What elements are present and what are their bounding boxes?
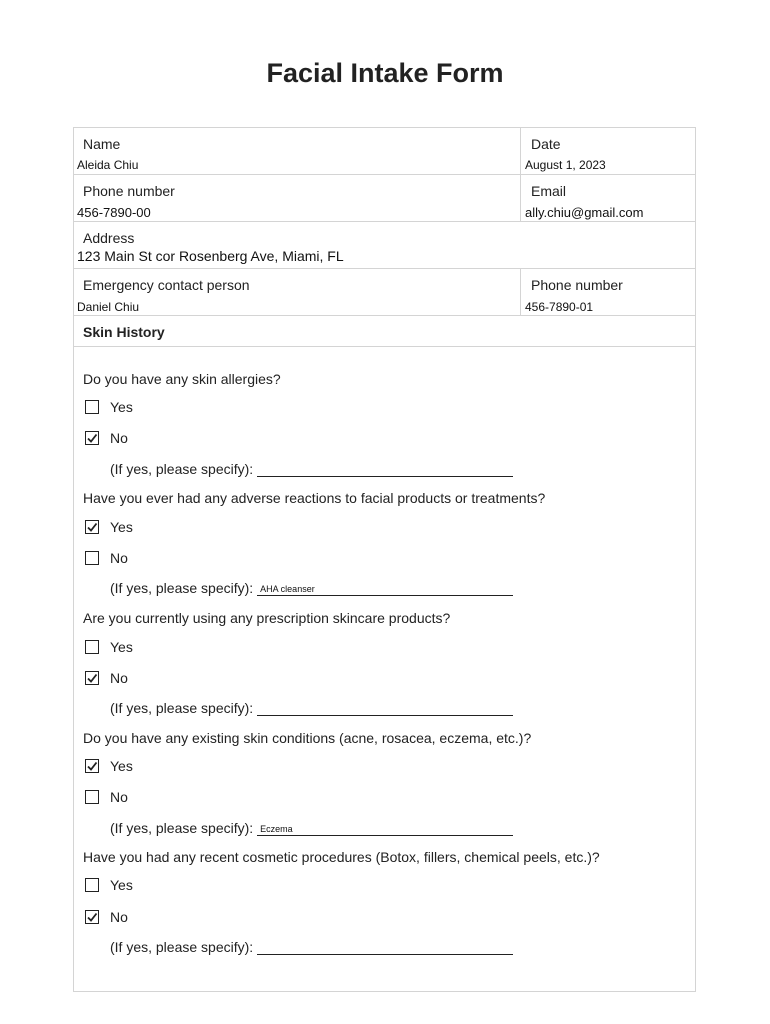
column-divider bbox=[520, 268, 521, 316]
specify-label: (If yes, please specify): bbox=[110, 461, 254, 477]
emergency-contact-field[interactable]: Daniel Chiu bbox=[77, 300, 140, 314]
option-no[interactable] bbox=[85, 669, 128, 687]
specify-input[interactable] bbox=[257, 462, 513, 477]
divider bbox=[73, 346, 696, 347]
option-label: Yes bbox=[110, 399, 133, 415]
question-text: Have you ever had any adverse reactions to facial products or treatments? bbox=[83, 490, 546, 506]
name-label: Name bbox=[83, 136, 121, 152]
option-yes[interactable] bbox=[85, 638, 133, 656]
option-no[interactable] bbox=[85, 908, 128, 926]
specify-row bbox=[110, 580, 513, 596]
question-text: Do you have any existing skin conditions (acne, rosacea, eczema, etc.)? bbox=[83, 730, 532, 746]
specify-row bbox=[110, 700, 513, 716]
option-label: No bbox=[110, 789, 128, 805]
option-yes[interactable] bbox=[85, 518, 133, 536]
checkmark-icon bbox=[86, 672, 98, 684]
name-field[interactable]: Aleida Chiu bbox=[77, 158, 139, 172]
form-title: Facial Intake Form bbox=[266, 58, 504, 88]
checkbox-q4-no[interactable] bbox=[85, 790, 99, 804]
email-label: Email bbox=[531, 183, 567, 199]
specify-label: (If yes, please specify): bbox=[110, 580, 254, 596]
checkbox-q2-no[interactable] bbox=[85, 551, 99, 565]
question-text: Have you had any recent cosmetic procedures (Botox, fillers, chemical peels, etc.)? bbox=[83, 849, 600, 865]
option-yes[interactable] bbox=[85, 398, 133, 416]
specify-input[interactable] bbox=[257, 940, 513, 955]
option-no[interactable] bbox=[85, 429, 128, 447]
specify-input[interactable] bbox=[257, 821, 513, 836]
specify-value: Eczema bbox=[260, 824, 293, 834]
checkbox-q1-no[interactable] bbox=[85, 431, 99, 445]
question-text: Are you currently using any prescription skincare products? bbox=[83, 610, 451, 626]
option-label: No bbox=[110, 430, 128, 446]
date-label: Date bbox=[531, 136, 561, 152]
address-label: Address bbox=[83, 230, 135, 246]
date-field[interactable]: August 1, 2023 bbox=[525, 158, 606, 172]
emergency-contact-label: Emergency contact person bbox=[83, 277, 250, 293]
option-yes[interactable] bbox=[85, 757, 133, 775]
specify-row bbox=[110, 939, 513, 955]
emergency-phone-field[interactable]: 456-7890-01 bbox=[525, 300, 594, 314]
checkbox-q2-yes[interactable] bbox=[85, 520, 99, 534]
option-label: No bbox=[110, 670, 128, 686]
divider bbox=[73, 315, 696, 316]
specify-label: (If yes, please specify): bbox=[110, 939, 254, 955]
column-divider bbox=[520, 127, 521, 222]
checkbox-q3-no[interactable] bbox=[85, 671, 99, 685]
checkbox-q4-yes[interactable] bbox=[85, 759, 99, 773]
specify-row bbox=[110, 461, 513, 477]
divider bbox=[73, 268, 696, 269]
checkmark-icon bbox=[86, 521, 98, 533]
specify-label: (If yes, please specify): bbox=[110, 700, 254, 716]
checkmark-icon bbox=[86, 432, 98, 444]
question-text: Do you have any skin allergies? bbox=[83, 371, 281, 387]
specify-input[interactable] bbox=[257, 581, 513, 596]
specify-input[interactable] bbox=[257, 701, 513, 716]
phone-field[interactable]: 456-7890-00 bbox=[77, 205, 151, 220]
checkmark-icon bbox=[86, 911, 98, 923]
option-yes[interactable] bbox=[85, 876, 133, 894]
checkmark-icon bbox=[86, 760, 98, 772]
option-label: Yes bbox=[110, 639, 133, 655]
option-label: Yes bbox=[110, 519, 133, 535]
address-field[interactable]: 123 Main St cor Rosenberg Ave, Miami, FL bbox=[77, 248, 344, 264]
option-label: Yes bbox=[110, 877, 133, 893]
checkbox-q1-yes[interactable] bbox=[85, 400, 99, 414]
emergency-phone-label: Phone number bbox=[531, 277, 623, 293]
option-no[interactable] bbox=[85, 549, 128, 567]
specify-row bbox=[110, 820, 513, 836]
phone-label: Phone number bbox=[83, 183, 175, 199]
option-label: No bbox=[110, 550, 128, 566]
divider bbox=[73, 221, 696, 222]
section-title-skin-history: Skin History bbox=[83, 324, 165, 340]
email-field[interactable]: ally.chiu@gmail.com bbox=[525, 205, 644, 220]
specify-label: (If yes, please specify): bbox=[110, 820, 254, 836]
divider bbox=[73, 174, 696, 175]
checkbox-q5-no[interactable] bbox=[85, 910, 99, 924]
option-no[interactable] bbox=[85, 788, 128, 806]
checkbox-q5-yes[interactable] bbox=[85, 878, 99, 892]
option-label: No bbox=[110, 909, 128, 925]
checkbox-q3-yes[interactable] bbox=[85, 640, 99, 654]
option-label: Yes bbox=[110, 758, 133, 774]
specify-value: AHA cleanser bbox=[260, 584, 315, 594]
